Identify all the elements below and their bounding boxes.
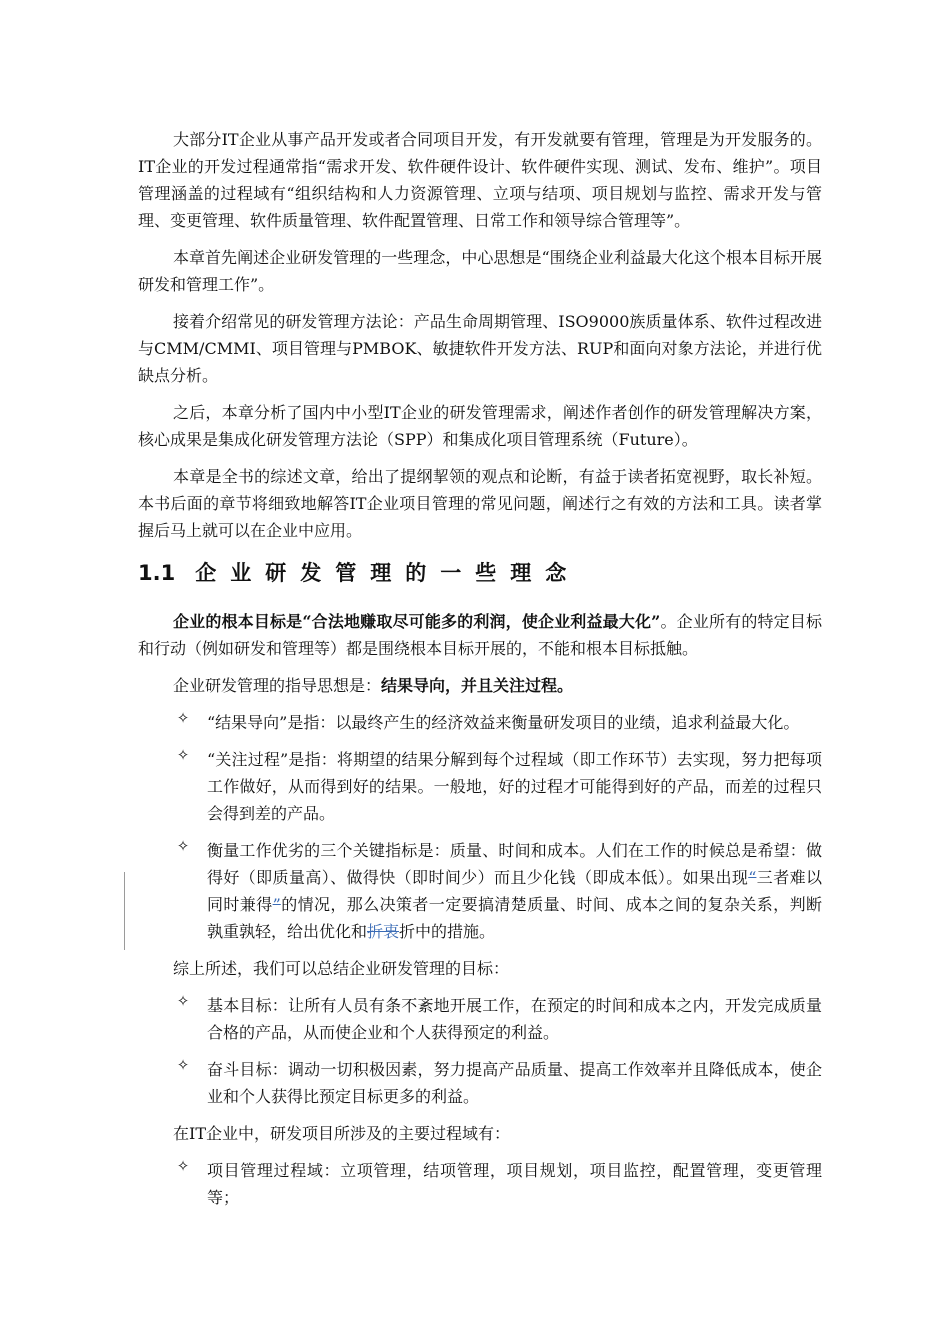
diamond-bullet-icon: ✧ [176, 709, 190, 727]
list-item [138, 1157, 822, 1211]
text-run: 衡量工作优劣的三个关键指标是：质量、时间和成本。人们在工作的时候总是希望：做得好（即质量高）、做得快（即时间少）而且少化钱（即成本低）。如果出现 [207, 841, 822, 887]
tracked-deletion: “ [748, 868, 757, 887]
diamond-bullet-icon: ✧ [176, 837, 190, 855]
list-item [138, 837, 822, 945]
list-item-text: 奋斗目标：调动一切积极因素，努力提高产品质量、提高工作效率并且降低成本，使企业和个人获得比预定目标更多的利益。 [207, 1060, 822, 1106]
list-item-text: “关注过程”是指：将期望的结果分解到每个过程域（即工作环节）去实现，努力把每项工作做好，从而得到好的结果。一般地，好的过程才可能得到好的产品，而差的过程只会得到差的产品。 [207, 750, 822, 823]
intro-paragraph-1: 大部分IT企业从事产品开发或者合同项目开发，有开发就要有管理，管理是为开发服务的。IT企业的开发过程通常指“需求开发、软件硬件设计、软件硬件实现、测试、发布、维护”。项目管理涵盖的过程域有“组织结构和人力资源管理、立项与结项、项目规划与监控、需求开发与管理、变更管理、软件质量管理、软件配置管理、日常工作和领导综合管理等”。 [138, 130, 822, 230]
list-item [138, 1056, 822, 1110]
goal-paragraph [138, 608, 822, 662]
intro-paragraph-5: 本章是全书的综述文章，给出了提纲挈领的观点和论断，有益于读者拓宽视野，取长补短。本书后面的章节将细致地解答IT企业项目管理的常见问题，阐述行之有效的方法和工具。读者掌握后马上就可以在企业中应用。 [138, 467, 822, 540]
document-body [138, 126, 822, 1221]
goal-bold-text: 企业的根本目标是“合法地赚取尽可能多的利润，使企业利益最大化” [173, 612, 661, 631]
list-item-text: 项目管理过程域：立项管理，结项管理，项目规划，项目监控，配置管理，变更管理等； [207, 1161, 822, 1207]
tracked-deletion: 折衷 [367, 922, 400, 941]
diamond-bullet-icon: ✧ [176, 1157, 190, 1175]
list-item [138, 709, 822, 736]
domains-paragraph: 在IT企业中，研发项目所涉及的主要过程域有： [173, 1124, 510, 1143]
tracked-deletion: ” [272, 895, 281, 914]
list-item [138, 746, 822, 827]
text-run: 的情况，那么决策者一定要搞清楚质量、时间、成本之间的复杂关系，判断孰重孰轻，给出优化和 [207, 895, 822, 941]
text-run: 折中的措施。 [399, 922, 496, 941]
summary-paragraph: 综上所述，我们可以总结企业研发管理的目标： [173, 959, 510, 978]
list-item [138, 992, 822, 1046]
list-item-text [207, 837, 822, 945]
guide-bold-text: 结果导向，并且关注过程。 [381, 676, 574, 695]
intro-paragraph-3: 接着介绍常见的研发管理方法论：产品生命周期管理、ISO9000族质量体系、软件过程改进与CMM/CMMI、项目管理与PMBOK、敏捷软件开发方法、RUP和面向对象方法论，并进行优缺点分析。 [138, 312, 822, 385]
diamond-bullet-icon: ✧ [176, 746, 190, 764]
section-title: 企业研发管理的一些理念 [195, 561, 581, 585]
revision-change-bar [124, 872, 125, 950]
list-item-text: “结果导向”是指：以最终产生的经济效益来衡量研发项目的业绩，追求利益最大化。 [207, 713, 800, 732]
guide-paragraph [138, 672, 822, 699]
guide-lead-text: 企业研发管理的指导思想是： [173, 676, 382, 695]
intro-paragraph-2: 本章首先阐述企业研发管理的一些理念，中心思想是“围绕企业利益最大化这个根本目标开展研发和管理工作”。 [138, 248, 822, 294]
section-number: 1.1 [138, 561, 176, 585]
diamond-bullet-icon: ✧ [176, 1056, 190, 1074]
list-item-text: 基本目标：让所有人员有条不紊地开展工作，在预定的时间和成本之内，开发完成质量合格的产品，从而使企业和个人获得预定的利益。 [207, 996, 822, 1042]
diamond-bullet-icon: ✧ [176, 992, 190, 1010]
text-run: 三者难以同时兼得 [207, 868, 822, 914]
section-heading [138, 558, 822, 588]
goal-rest-text: 。企业所有的特定目标和行动（例如研发和管理等）都是围绕根本目标开展的，不能和根本目标抵触。 [138, 612, 822, 658]
intro-paragraph-4: 之后，本章分析了国内中小型IT企业的研发管理需求，阐述作者创作的研发管理解决方案，核心成果是集成化研发管理方法论（SPP）和集成化项目管理系统（Future）。 [138, 403, 822, 449]
